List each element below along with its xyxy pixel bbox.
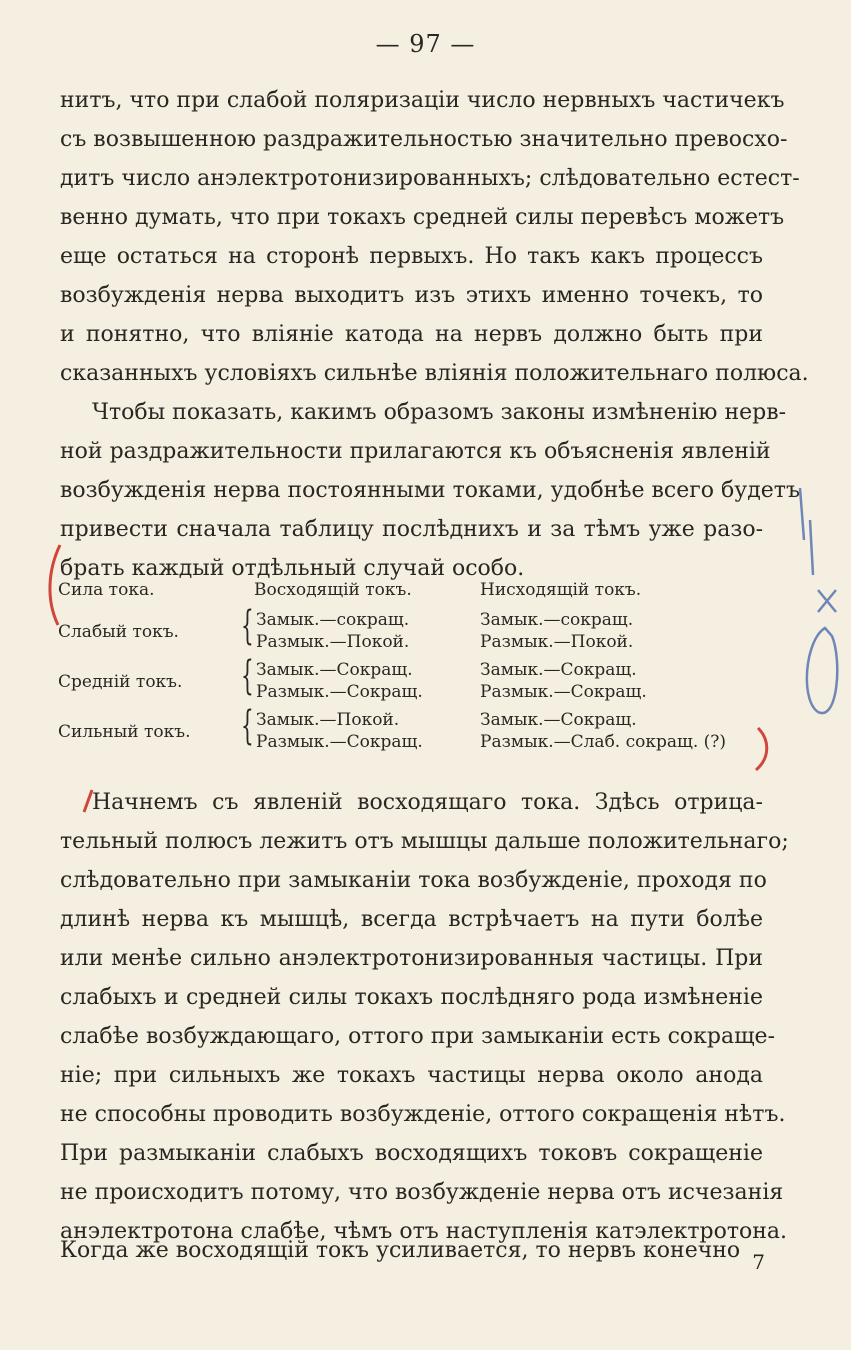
text-line: и понятно, что влiянiе катода на нервъ должно быть при [60, 322, 763, 347]
table-cell: Замык.—сокращ. [480, 610, 634, 630]
text-line: сказанныхъ условiяхъ сильнѣе влiянiя положительнаго полюса. [60, 361, 809, 386]
text-line: слабѣе возбуждающаго, оттого при замыканiи есть сокраще- [60, 1024, 775, 1049]
signature-mark: 7 [752, 1250, 765, 1274]
blue-line-mark [810, 520, 813, 575]
blue-line-mark [800, 488, 804, 540]
text-line: Когда же восходящiй токъ усиливается, то нервъ конечно [60, 1238, 741, 1263]
text-line: слабыхъ и средней силы токахъ послѣдняго рода измѣненiе [60, 985, 763, 1010]
text-line: При размыканiи слабыхъ восходящихъ токовъ сокращенiе [60, 1141, 763, 1166]
red-paren-mark [756, 728, 767, 770]
table-header-descending: Нисходящiй токъ. [480, 580, 642, 600]
table-cell: Размык.—Слаб. сокращ. (?) [480, 732, 727, 752]
table-cell: Замык.—Сокращ. [256, 660, 413, 680]
red-bracket-mark [50, 545, 60, 625]
red-tick-mark [84, 790, 92, 812]
text-line: слѣдовательно при замыканiи тока возбужденiе, проходя по [60, 868, 767, 893]
text-line: нiе; при сильныхъ же токахъ частицы нерва около анода [60, 1063, 763, 1088]
blue-cross-mark [818, 590, 836, 612]
text-line: или менѣе сильно анэлектротонизированныя частицы. При [60, 946, 763, 971]
text-line: венно думать, что при токахъ средней силы перевѣсъ можетъ [60, 205, 785, 230]
table-row-label: Слабый токъ. [58, 622, 179, 642]
text-line: Начнемъ съ явленiй восходящаго тока. Здѣсь отрица- [92, 790, 763, 815]
page-number: — 97 — [375, 30, 476, 58]
table-header-strength: Сила тока. [58, 580, 155, 600]
text-line: привести сначала таблицу послѣднихъ и за тѣмъ уже разо- [60, 517, 763, 542]
table-cell: Замык.—Сокращ. [480, 710, 637, 730]
text-line: не способны проводить возбужденiе, оттого сокращенiя нѣтъ. [60, 1102, 786, 1127]
table-cell: Размык.—Сокращ. [480, 682, 647, 702]
brace-icon: { [241, 603, 254, 649]
text-line: нитъ, что при слабой поляризацiи число нервныхъ частичекъ [60, 88, 785, 113]
table-cell: Размык.—Сокращ. [256, 682, 423, 702]
text-line: анэлектротона слабѣе, чѣмъ отъ наступленiя катэлектротона. [60, 1219, 788, 1244]
blue-zero-mark [807, 628, 837, 713]
table-row-label: Среднiй токъ. [58, 672, 183, 692]
table-cell: Размык.—Сокращ. [256, 732, 423, 752]
text-line: возбужденiя нерва выходитъ изъ этихъ именно точекъ, то [60, 283, 763, 308]
text-line: съ возвышенною раздражительностью значительно превосхо- [60, 127, 788, 152]
table-header-ascending: Восходящiй токъ. [254, 580, 412, 600]
brace-icon: { [241, 653, 254, 699]
table-cell: Замык.—сокращ. [256, 610, 410, 630]
text-line: еще остаться на сторонѣ первыхъ. Но такъ какъ процессъ [60, 244, 763, 269]
table-cell: Размык.—Покой. [256, 632, 410, 652]
text-line: брать каждый отдѣльный случай особо. [60, 556, 525, 581]
text-line: не происходитъ потому, что возбужденiе нерва отъ исчезанiя [60, 1180, 784, 1205]
text-line: возбужденiя нерва постоянными токами, удобнѣе всего будетъ [60, 478, 800, 503]
table-cell: Замык.—Сокращ. [480, 660, 637, 680]
table-cell: Замык.—Покой. [256, 710, 400, 730]
brace-icon: { [241, 703, 254, 749]
text-line: ной раздражительности прилагаются къ объясненiя явленiй [60, 439, 771, 464]
text-line: тельный полюсъ лежитъ отъ мышцы дальше положительнаго; [60, 829, 789, 854]
text-line: дитъ число анэлектротонизированныхъ; слѣдовательно естест- [60, 166, 800, 191]
table-cell: Размык.—Покой. [480, 632, 634, 652]
text-line: Чтобы показать, какимъ образомъ законы измѣненiю нерв- [92, 400, 787, 425]
table-row-label: Сильный токъ. [58, 722, 191, 742]
text-line: длинѣ нерва къ мышцѣ, всегда встрѣчаетъ на пути болѣе [60, 907, 763, 932]
